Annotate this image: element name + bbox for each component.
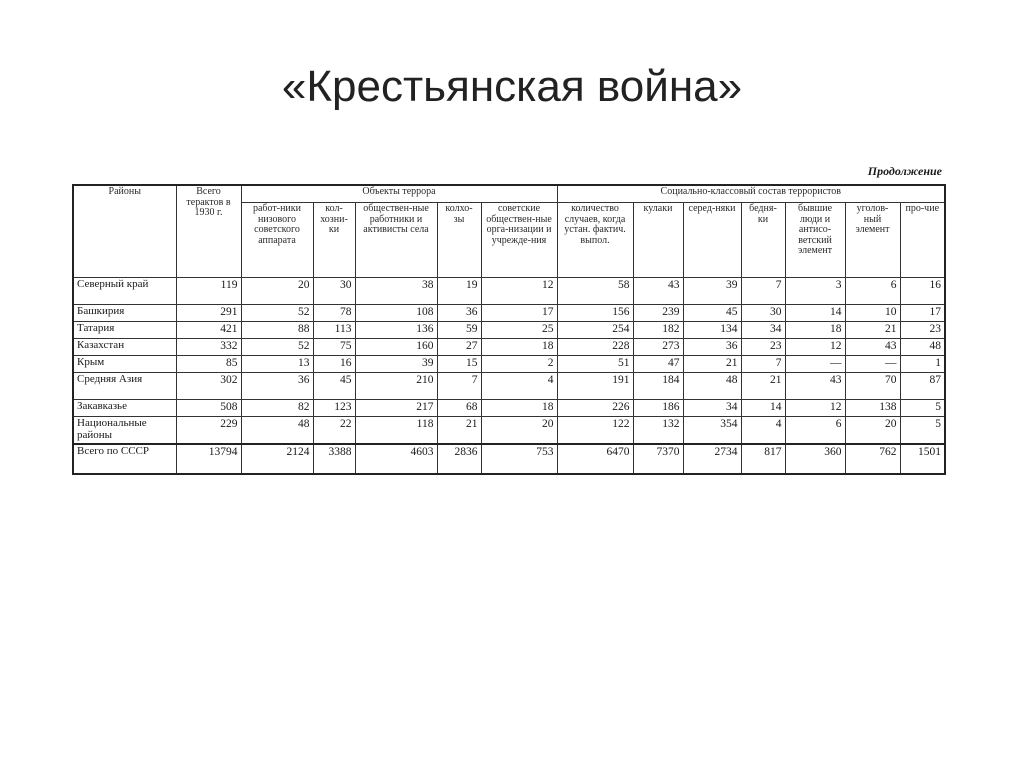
value-cell: 6 [845,278,900,305]
region-cell: Национальные районы [73,417,176,445]
value-cell: 20 [241,278,313,305]
header-social-col: кулаки [633,203,683,278]
region-cell: Татария [73,322,176,339]
value-cell: 421 [176,322,241,339]
value-cell: 36 [683,339,741,356]
header-object-col: колхо-зы [437,203,481,278]
value-cell: 13 [241,356,313,373]
value-cell: 12 [785,400,845,417]
value-cell: 18 [481,339,557,356]
header-social-col: бедня-ки [741,203,785,278]
value-cell: 210 [355,373,437,400]
value-cell: 134 [683,322,741,339]
header-object-col: кол-хозни-ки [313,203,355,278]
value-cell: 22 [313,417,355,445]
value-cell: 753 [481,444,557,474]
value-cell: 2734 [683,444,741,474]
value-cell: 2 [481,356,557,373]
value-cell: 15 [437,356,481,373]
value-cell: 123 [313,400,355,417]
region-cell: Северный край [73,278,176,305]
value-cell: 14 [741,400,785,417]
value-cell: 39 [355,356,437,373]
value-cell: 2124 [241,444,313,474]
value-cell: 52 [241,305,313,322]
value-cell: 18 [481,400,557,417]
value-cell: 25 [481,322,557,339]
value-cell: 70 [845,373,900,400]
value-cell: 7 [741,278,785,305]
value-cell: 36 [437,305,481,322]
value-cell: 48 [900,339,945,356]
value-cell: 48 [683,373,741,400]
value-cell: 3388 [313,444,355,474]
value-cell: 82 [241,400,313,417]
value-cell: 12 [481,278,557,305]
value-cell: 43 [633,278,683,305]
value-cell: 228 [557,339,633,356]
region-cell: Крым [73,356,176,373]
value-cell: 47 [633,356,683,373]
slide-title: «Крестьянская война» [281,62,743,111]
value-cell: 508 [176,400,241,417]
header-group-social: Социально-классовый состав террористов [557,185,945,203]
value-cell: — [785,356,845,373]
value-cell: 20 [481,417,557,445]
header-object-col: обществен-ные работники и активисты села [355,203,437,278]
value-cell: 239 [633,305,683,322]
table-row [73,373,945,400]
value-cell: 10 [845,305,900,322]
value-cell: 229 [176,417,241,445]
value-cell: 184 [633,373,683,400]
value-cell: 23 [741,339,785,356]
value-cell: 17 [481,305,557,322]
table-row [73,278,945,305]
value-cell: 360 [785,444,845,474]
table-row [73,339,945,356]
value-cell: 14 [785,305,845,322]
value-cell: 273 [633,339,683,356]
value-cell: 39 [683,278,741,305]
value-cell: 5 [900,400,945,417]
header-social-col: серед-няки [683,203,741,278]
value-cell: 18 [785,322,845,339]
value-cell: 68 [437,400,481,417]
value-cell: 52 [241,339,313,356]
region-cell: Закавказье [73,400,176,417]
terror-table [72,184,946,475]
value-cell: 182 [633,322,683,339]
region-cell: Башкирия [73,305,176,322]
header-regions: Районы [73,185,176,278]
value-cell: 27 [437,339,481,356]
value-cell: 88 [241,322,313,339]
value-cell: 4 [481,373,557,400]
value-cell: 48 [241,417,313,445]
value-cell: 59 [437,322,481,339]
header-group-objects: Объекты террора [241,185,557,203]
header-object-col: работ-ники низового советского аппарата [241,203,313,278]
value-cell: 1 [900,356,945,373]
table-row [73,356,945,373]
header-social-col: уголов-ный элемент [845,203,900,278]
value-cell: 254 [557,322,633,339]
value-cell: 191 [557,373,633,400]
table-row [73,417,945,445]
header-social-col: бывшие люди и антисо-ветский элемент [785,203,845,278]
value-cell: 2836 [437,444,481,474]
value-cell: 217 [355,400,437,417]
value-cell: 21 [845,322,900,339]
value-cell: 21 [683,356,741,373]
value-cell: 122 [557,417,633,445]
value-cell: 132 [633,417,683,445]
value-cell: 43 [845,339,900,356]
header-total-acts: Всего терактов в 1930 г. [176,185,241,278]
value-cell: 1501 [900,444,945,474]
value-cell: 3 [785,278,845,305]
value-cell: 136 [355,322,437,339]
value-cell: 21 [437,417,481,445]
value-cell: 30 [741,305,785,322]
terror-table-container [72,184,944,475]
table-body [73,278,945,475]
value-cell: 156 [557,305,633,322]
header-social-col: про-чие [900,203,945,278]
value-cell: 291 [176,305,241,322]
region-cell: Средняя Азия [73,373,176,400]
value-cell: 138 [845,400,900,417]
table-row [73,444,945,474]
value-cell: 108 [355,305,437,322]
value-cell: 226 [557,400,633,417]
header-object-col: советские обществен-ные орга-низации и учрежде-ния [481,203,557,278]
value-cell: 7 [437,373,481,400]
value-cell: 17 [900,305,945,322]
value-cell: 118 [355,417,437,445]
value-cell: 16 [313,356,355,373]
table-row [73,400,945,417]
table-row [73,305,945,322]
value-cell: 38 [355,278,437,305]
value-cell: 817 [741,444,785,474]
value-cell: 6470 [557,444,633,474]
value-cell: 113 [313,322,355,339]
value-cell: 51 [557,356,633,373]
value-cell: 34 [741,322,785,339]
value-cell: 7370 [633,444,683,474]
continuation-label: Продолжение [867,164,942,178]
value-cell: 119 [176,278,241,305]
value-cell: 19 [437,278,481,305]
value-cell: 43 [785,373,845,400]
value-cell: 75 [313,339,355,356]
value-cell: 30 [313,278,355,305]
value-cell: 21 [741,373,785,400]
value-cell: 354 [683,417,741,445]
value-cell: 23 [900,322,945,339]
value-cell: 4603 [355,444,437,474]
value-cell: 6 [785,417,845,445]
value-cell: 85 [176,356,241,373]
value-cell: 5 [900,417,945,445]
value-cell: 45 [313,373,355,400]
value-cell: — [845,356,900,373]
value-cell: 45 [683,305,741,322]
value-cell: 20 [845,417,900,445]
value-cell: 58 [557,278,633,305]
value-cell: 302 [176,373,241,400]
value-cell: 4 [741,417,785,445]
value-cell: 160 [355,339,437,356]
region-cell: Казахстан [73,339,176,356]
table-row [73,322,945,339]
value-cell: 34 [683,400,741,417]
value-cell: 12 [785,339,845,356]
value-cell: 762 [845,444,900,474]
value-cell: 13794 [176,444,241,474]
value-cell: 332 [176,339,241,356]
value-cell: 186 [633,400,683,417]
value-cell: 36 [241,373,313,400]
value-cell: 87 [900,373,945,400]
value-cell: 78 [313,305,355,322]
value-cell: 7 [741,356,785,373]
value-cell: 16 [900,278,945,305]
header-social-col: количество случаев, когда устан. фактич. выпол. [557,203,633,278]
region-cell: Всего по СССР [73,444,176,474]
